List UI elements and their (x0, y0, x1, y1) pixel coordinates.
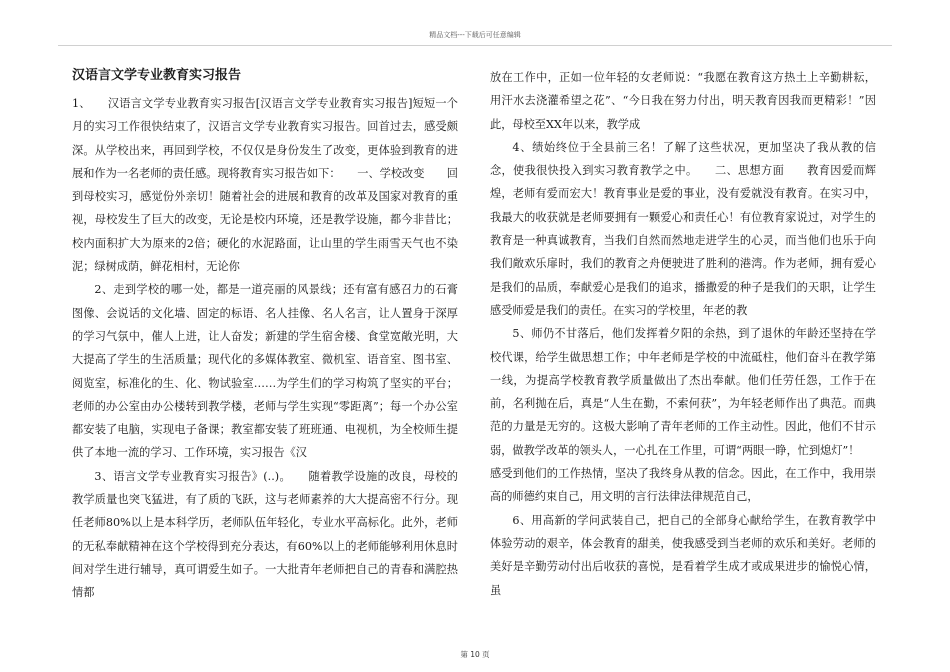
page-header: 精品文档---下载后可任意编辑 (429, 31, 521, 39)
paragraph: 5、师仍不甘落后，他们发挥着夕阳的余热，到了退休的年龄还坚持在学校代课，给学生做思想工作；中年老师是学校的中流砥柱，他们奋斗在教学第一线，为提高学校教育教学质量做出了杰出奉献。他们任劳任怨，工作于在前，名利抛在后，真是“人生在勤，不索何获”，为年轻老师作出了典范。而典范的力量是无穷的。这极大影响了青年老师的工作主动性。因此，他们不甘示弱，做教学改革的领头人，一心扎在工作里，可谓“两眼一睁，忙到熄灯”！ (490, 327, 876, 457)
paragraph: 3、语言文学专业教育实习报告》(..)。 随着教学设施的改良，母校的教学质量也突飞猛进，有了质的飞跃，这与老师素养的大大提高密不行分。现任老师80%以上是本科学历，老师队伍年轻化，专业水平高标化。此外，老师的无私奉献精神在这个学校得到充分表达，有60%以上的老师能够利用休息时间对学生进行辅导，真可谓爱生如子。一大批青年老师把自己的青春和满腔热情都 (72, 469, 458, 600)
paragraph: 4、绩始终位于全县前三名！了解了这些状况，更加坚决了我从教的信念，使我很快投入到实习教育教学之中。 二、思想方面 教育因爱而辉煌，老师有爱而宏大！教育事业是爱的事业，没有爱就没有教育。在实习中，我最大的收获就是老师要拥有一颗爱心和责任心！有位教育家说过，对学生的教育是一种真诚教育，当我们自然而然地走进学生的心灵，而当他们也乐于向我们敞欢乐扉时，我们的教育之舟便驶进了胜利的港湾。作为老师，拥有爱心是我们的品质，奉献爱心是我们的追求，播撒爱的种子是我们的天职，让学生感受师爱是我们的责任。在实习的学校里，年老的教 (490, 140, 876, 317)
document-title: 汉语言文学专业教育实习报告 (72, 68, 242, 83)
header-divider (58, 45, 892, 46)
paragraph: 放在工作中，正如一位年轻的女老师说：“我愿在教育这方热土上辛勤耕耘，用汗水去浇灌希望之花”、“今日我在努力付出，明天教育因我而更精彩！”因此，母校至XX年以来，教学成 (490, 71, 876, 131)
page-number: 第 10 页 (460, 650, 490, 659)
left-column (72, 66, 458, 605)
paragraph: 感受到他们的工作热情，坚决了我终身从教的信念。因此，在工作中，我用崇高的师德约束自己，用文明的言行法律法律规范自己， (490, 467, 876, 504)
right-column (490, 66, 876, 602)
paragraph: 2、走到学校的哪一处，都是一道亮丽的风景线；还有富有感召力的石膏图像、会说话的文化墙、固定的标语、名人挂像、名人名言，让人置身于深厚的学习气氛中，催人上进，让人奋发；新建的学生宿舍楼、食堂宽敞光明，大大提高了学生的生活质量；现代化的多媒体教室、微机室、语音室、图书室、阅览室，标准化的生、化、物试验室……为学生们的学习构筑了坚实的平台；老师的办公室由办公楼转到教学楼，老师与学生实现“零距离”；每一个办公室都安装了电脑，实现电子备课；教室都安装了班班通、电视机，为全校师生提供了本地一流的学习、工作环境，实习报告《汉 (72, 283, 458, 460)
paragraph: 1、 汉语言文学专业教育实习报告[汉语言文学专业教育实习报告]短短一个月的实习工作很快结束了，汉语言文学专业教育实习报告。回首过去，感受颇深。从学校出来，再回到学校，不仅仅是身份发生了改变，更体验到教育的进展和作为一名老师的责任感。现将教育实习报告如下： 一、学校改变 回到母校实习，感觉份外亲切！随着社会的进展和教育的改革及国家对教育的重视，母校发生了巨大的改变，无论是校内环境，还是教学设施，都今非昔比；校内面积扩大为原来的2倍；硬化的水泥路面，让山里的学生雨雪天气也不染泥；绿树成荫，鲜花相村，无论你 (72, 97, 458, 274)
paragraph: 6、用高新的学问武装自己，把自己的全部身心献给学生，在教育教学中体验劳动的艰辛，体会教育的甜美，使我感受到当老师的欢乐和美好。老师的美好是辛勤劳动付出后收获的喜悦，是看着学生成才或成果进步的愉悦心情，虽 (490, 513, 876, 597)
